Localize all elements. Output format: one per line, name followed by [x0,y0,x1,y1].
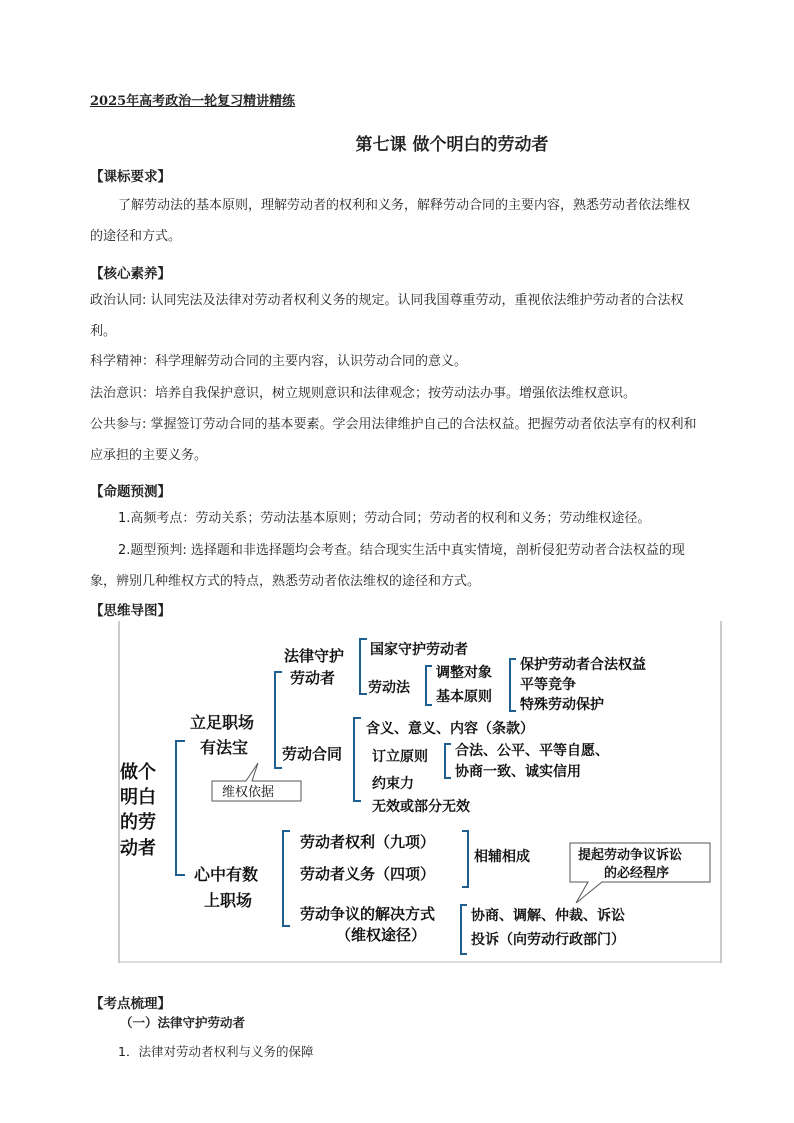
principle-value: 协商一致、诚实信用 [455,764,581,780]
contract-meaning: 含义、意义、内容（条款） [366,721,534,737]
section-points: 【考点梳理】 [90,996,171,1012]
prediction-item: 1.高频考点：劳动关系；劳动法基本原则；劳动合同；劳动者的权利和义务；劳动维权途径。 [118,511,651,526]
dispute-method: 协商、调解、仲裁、诉讼 [471,908,625,924]
branch2-line: 上职场 [204,891,253,910]
literacy-item: 公共参与: 掌握签订劳动合同的基本要素。学会用法律维护自己的合法权益。把握劳动者依法享有的权利和应承担的主要义务。 [90,417,697,463]
prediction-item: 2.题型预判: 选择题和非选择题均会考查。结合现实生活中真实情境，剖析侵犯劳动者合法权益的现象，辨别几种维权方式的特点，熟悉劳动者依法维权的途径和方式。 [90,543,685,589]
law-guard-line: 法律守护 [284,647,345,665]
complement-bracket [462,831,468,887]
section-literacy: 【核心素养】 [90,266,171,282]
dispute-bracket [461,905,467,954]
basic-principle: 基本原则 [436,689,492,705]
law-guard-bracket [360,639,367,694]
section-prediction: 【命题预测】 [90,484,171,500]
principle-item: 平等竞争 [520,677,576,693]
literacy-item: 科学精神：科学理解劳动合同的主要内容，认识劳动合同的意义。 [90,354,468,369]
root-line: 动者 [120,838,156,859]
adjust-object: 调整对象 [436,665,492,681]
principle-value: 合法、公平、平等自愿、 [455,743,609,759]
root-line: 明白 [120,787,156,808]
rights-basis: 维权依据 [222,785,275,800]
rights-node: 劳动者权利（九项） [300,833,436,851]
principle-item: 特殊劳动保护 [520,697,604,713]
subsubsection-title: 1．法律对劳动者权利与义务的保障 [118,1044,314,1059]
curriculum-text: 了解劳动法的基本原则，理解劳动者的权利和义务，解释劳动合同的主要内容，熟悉劳动者依法维权的途径和方式。 [90,198,691,244]
contract-node: 劳动合同 [282,745,343,763]
dispute-line: 劳动争议的解决方式 [300,905,436,923]
root-line: 的劳 [120,812,156,833]
branch1-line: 有法宝 [200,738,249,757]
law-guard-line: 劳动者 [290,669,336,687]
dispute-method: 投诉（向劳动行政部门） [471,932,625,948]
section-mindmap: 【思维导图】 [90,603,171,619]
branch2-bracket [283,831,290,926]
literacy-item: 法治意识：培养自我保护意识，树立规则意识和法律观念；按劳动法办事。增强依法维权意识。 [90,386,637,401]
sign-principle-bracket [445,744,451,778]
root-line: 做个 [120,762,156,783]
complement: 相辅相成 [474,849,530,865]
principle-item: 保护劳动者合法权益 [520,657,646,673]
root-bracket [176,741,185,875]
mind-map [118,621,722,963]
duties-node: 劳动者义务（四项） [300,865,436,883]
binding: 约束力 [372,776,414,792]
page-title: 第七课 做个明白的劳动者 [355,135,549,155]
principles-bracket [510,659,516,711]
doc-header: 2025年高考政治一轮复习精讲精练 [90,94,296,109]
callout-line: 的必经程序 [604,866,670,881]
labor-law-bracket [426,666,432,705]
dispute-line: （维权途径） [336,926,427,944]
section-curriculum: 【课标要求】 [90,169,171,185]
invalid: 无效或部分无效 [372,799,470,815]
branch2-line: 心中有数 [194,865,259,884]
sign-principle: 订立原则 [372,749,428,765]
branch1-line: 立足职场 [190,713,255,732]
contract-bracket [354,718,361,801]
subsection-title: （一）法律守护劳动者 [120,1015,246,1030]
callout-line: 提起劳动争议诉讼 [578,848,683,863]
state-protect: 国家守护劳动者 [370,642,468,658]
branch1-bracket [275,672,282,768]
literacy-item: 政治认同: 认同宪法及法律对劳动者权利义务的规定。认同我国尊重劳动，重视依法维护劳动者的合法权利。 [90,293,684,339]
labor-law: 劳动法 [368,680,410,696]
